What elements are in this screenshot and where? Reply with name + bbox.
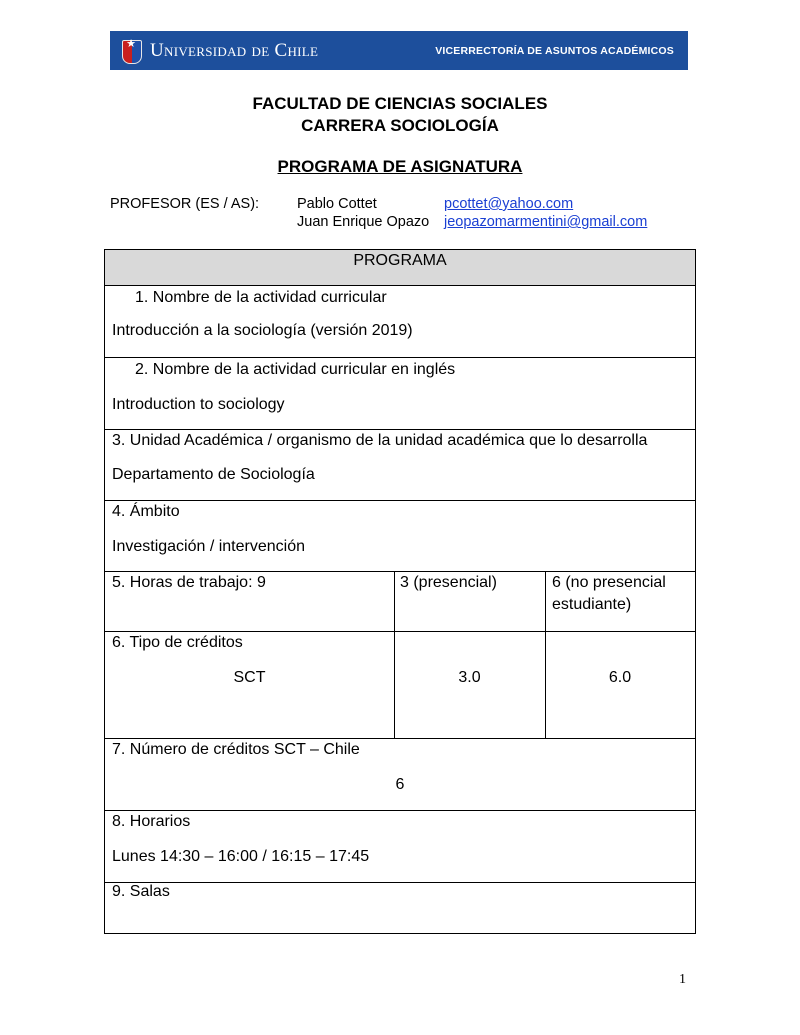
program-title-text: PROGRAMA DE ASIGNATURA: [277, 157, 523, 176]
professor-label: PROFESOR (ES / AS):: [110, 196, 260, 212]
section-3-value: Departamento de Sociología: [112, 466, 315, 483]
section-6-title: 6. Tipo de créditos: [112, 634, 243, 651]
section-4-value: Investigación / intervención: [112, 538, 305, 555]
section-6-no-presencial: 6.0: [608, 669, 632, 686]
section-6-type: SCT: [233, 669, 266, 686]
section-8: [105, 811, 695, 883]
section-3: [105, 430, 695, 501]
program-table: [104, 249, 696, 934]
table-header-row: [105, 250, 695, 286]
section-7-title: 7. Número de créditos SCT – Chile: [112, 741, 360, 758]
section-7-value: 6: [395, 776, 405, 793]
professor-email-2[interactable]: jeopazomarmentini@gmail.com: [444, 214, 648, 230]
professor-email-1[interactable]: pcottet@yahoo.com: [444, 196, 574, 212]
section-2-title: 2. Nombre de la actividad curricular en inglés: [135, 361, 456, 378]
section-5-presencial: 3 (presencial): [400, 574, 497, 591]
section-5-no-presencial-line1: 6 (no presencial: [552, 574, 666, 591]
section-5: [105, 572, 695, 632]
program-title: [0, 157, 800, 177]
section-5-no-presencial-line2: estudiante): [552, 596, 632, 613]
table-header: PROGRAMA: [353, 252, 447, 269]
section-6: [105, 632, 695, 739]
vice-rectorate-label: VICERRECTORÍA DE ASUNTOS ACADÉMICOS: [435, 44, 674, 57]
section-4-title: 4. Ámbito: [112, 503, 180, 520]
section-1-title: 1. Nombre de la actividad curricular: [135, 289, 387, 306]
career-title: CARRERA SOCIOLOGÍA: [301, 116, 499, 135]
header-banner: [110, 31, 688, 70]
university-name: Universidad de Chile: [150, 39, 319, 61]
section-5-title: 5. Horas de trabajo: 9: [112, 574, 266, 591]
professor-name-2: Juan Enrique Opazo: [297, 214, 430, 230]
section-6-presencial: 3.0: [458, 669, 481, 686]
section-3-title: 3. Unidad Académica / organismo de la unidad académica que lo desarrolla: [112, 432, 648, 449]
section-8-title: 8. Horarios: [112, 813, 191, 830]
section-1-value: Introducción a la sociología (versión 2019): [112, 322, 413, 339]
page-number: 1: [679, 972, 686, 987]
section-4: [105, 501, 695, 572]
section-1: [105, 286, 695, 358]
section-2-value: Introduction to sociology: [112, 396, 285, 413]
section-9: [105, 883, 695, 933]
section-9-title: 9. Salas: [112, 883, 170, 900]
section-2: [105, 358, 695, 430]
faculty-title: FACULTAD DE CIENCIAS SOCIALES: [252, 94, 548, 113]
professor-name-1: Pablo Cottet: [297, 196, 377, 212]
section-7: [105, 739, 695, 811]
university-seal-icon: ★: [120, 37, 142, 65]
section-8-value: Lunes 14:30 – 16:00 / 16:15 – 17:45: [112, 848, 370, 865]
